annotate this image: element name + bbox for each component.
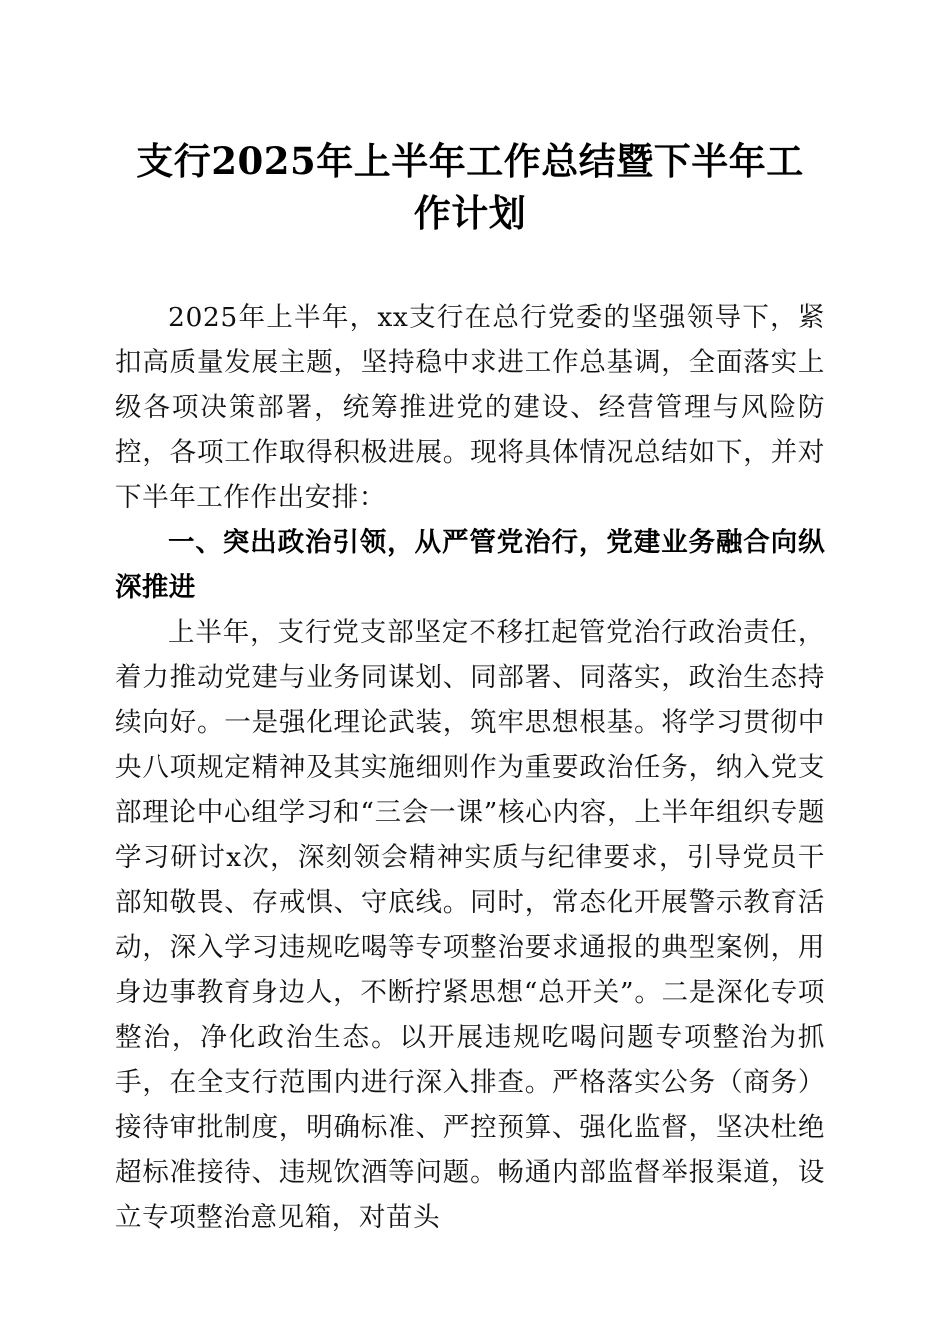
- document-body: [115, 295, 825, 1240]
- intro-paragraph: 2025年上半年，xx支行在总行党委的坚强领导下，紧扣高质量发展主题，坚持稳中求进工作总基调，全面落实上级各项决策部署，统筹推进党的建设、经营管理与风险防控，各项工作取得积极进展。现将具体情况总结如下，并对下半年工作作出安排：: [115, 302, 825, 513]
- page-title: 支行2025年上半年工作总结暨下半年工作计划: [136, 139, 804, 235]
- section-heading-1: 一、突出政治引领，从严管党治行，党建业务融合向纵深推进: [115, 527, 825, 603]
- section-1-paragraph: 上半年，支行党支部坚定不移扛起管党治行政治责任，着力推动党建与业务同谋划、同部署、同落实，政治生态持续向好。一是强化理论武装，筑牢思想根基。将学习贯彻中央八项规定精神及其实施细则作为重要政治任务，纳入党支部理论中心组学习和“三会一课”核心内容，上半年组织专题学习研讨x次，深刻领会精神实质与纪律要求，引导党员干部知敬畏、存戒惧、守底线。同时，常态化开展警示教育活动，深入学习违规吃喝等专项整治要求通报的典型案例，用身边事教育身边人，不断拧紧思想“总开关”。二是深化专项整治，净化政治生态。以开展违规吃喝问题专项整治为抓手，在全支行范围内进行深入排查。严格落实公务（商务）接待审批制度，明确标准、严控预算、强化监督，坚决杜绝超标准接待、违规饮酒等问题。畅通内部监督举报渠道，设立专项整治意见箱，对苗头: [115, 617, 825, 1233]
